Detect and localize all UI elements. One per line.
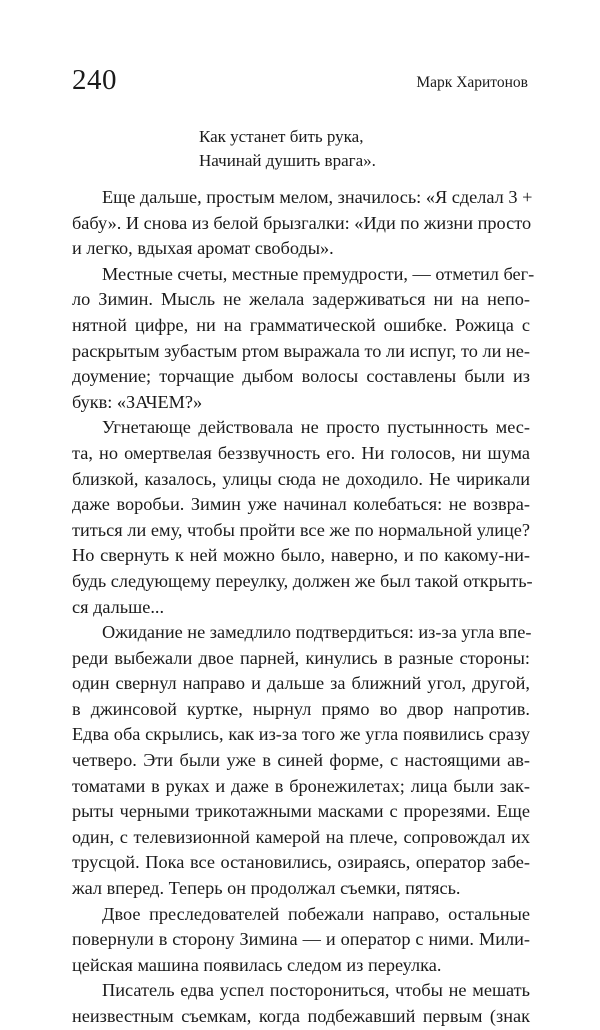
text-line: один, с телевизионной камерой на плече, сопровождал их — [72, 826, 530, 847]
text-line: в джинсовой куртке, нырнул прямо во двор напротив. — [72, 698, 530, 719]
text-line: титься ли ему, чтобы пройти все же по нормальной улице? — [72, 519, 530, 540]
text-line: нятной цифре, ни на грамматической ошибке. Рожица с — [72, 314, 530, 335]
body-text — [72, 185, 535, 1030]
text-line: повернули в сторону Зимина — и оператор с ними. Мили- — [72, 929, 530, 950]
text-line: реди выбежали двое парней, кинулись в разные стороны: — [72, 647, 530, 668]
paragraph — [72, 185, 533, 262]
text-line: Едва оба скрылись, как из-за того же угла появились сразу — [72, 724, 530, 745]
text-line: Еще дальше, простым мелом, значилось: «Я сделал 3 + — [102, 187, 533, 207]
text-line: бабу». И снова из белой брызгалки: «Иди по жизни просто — [72, 212, 532, 233]
paragraph — [72, 978, 530, 1029]
text-line: неизвестным съемкам, когда подбежавший первым (знак — [72, 1006, 530, 1026]
text-line: даже воробьи. Зимин уже начинал колебаться: не возвра- — [72, 494, 530, 515]
text-line: Ожидание не замедлило подтвердиться: из-за угла впе- — [102, 622, 532, 643]
text-line: близкой, казалось, улицы сюда не доходило. Не чирикали — [72, 468, 530, 489]
running-head-author: Марк Харитонов — [416, 74, 528, 91]
page-number: 240 — [72, 64, 117, 96]
text-line: четверо. Эти были уже в синей форме, с настоящими ав- — [72, 750, 530, 771]
text-line: томатами в руках и даже в бронежилетах; лица были зак- — [72, 775, 530, 796]
text-line: Угнетающе действовала не просто пустынность мес- — [102, 417, 530, 438]
text-line: будь следующему переулку, должен же был такой открыть- — [72, 570, 533, 591]
text-line: та, но омертвелая беззвучность его. Ни голосов, ни шума — [72, 442, 530, 463]
text-line: цейская машина появилась следом из переулка. — [72, 954, 442, 975]
text-line: Двое преследователей побежали направо, остальные — [102, 903, 530, 924]
text-line: один свернул направо и дальше за ближний угол, другой, — [72, 673, 530, 694]
text-line: ся дальше... — [72, 596, 165, 617]
epigraph-line: Как устанет бить рука, — [199, 127, 364, 146]
text-line: Писатель едва успел посторониться, чтобы не мешать — [102, 980, 530, 1001]
text-line: букв: «ЗАЧЕМ?» — [72, 391, 203, 412]
text-line: доумение; торчащие дыбом волосы составлены были из — [72, 366, 530, 387]
epigraph — [199, 125, 376, 173]
text-line: рыты черными трикотажными масками с прорезями. Еще — [72, 801, 530, 822]
text-line: ло Зимин. Мысль не желала задерживаться ни на непо- — [72, 289, 530, 310]
text-line: жал вперед. Теперь он продолжал съемки, пятясь. — [72, 878, 461, 899]
text-line: раскрытым зубастым ртом выражала то ли испуг, то ли не- — [72, 340, 530, 361]
paragraph — [72, 620, 530, 902]
text-line: трусцой. Пока все остановились, озираясь, оператор забе- — [72, 852, 530, 873]
text-line: Местные счеты, местные премудрости, — отметил бег- — [102, 263, 535, 284]
text-line: Но свернуть к ней можно было, наверно, и по какому-ни- — [72, 545, 530, 566]
paragraph — [72, 262, 535, 416]
paragraph — [72, 415, 533, 620]
text-line: и легко, вдыхая аромат свободы». — [72, 238, 334, 259]
paragraph — [72, 902, 530, 979]
epigraph-line: Начинай душить врага». — [199, 151, 376, 170]
